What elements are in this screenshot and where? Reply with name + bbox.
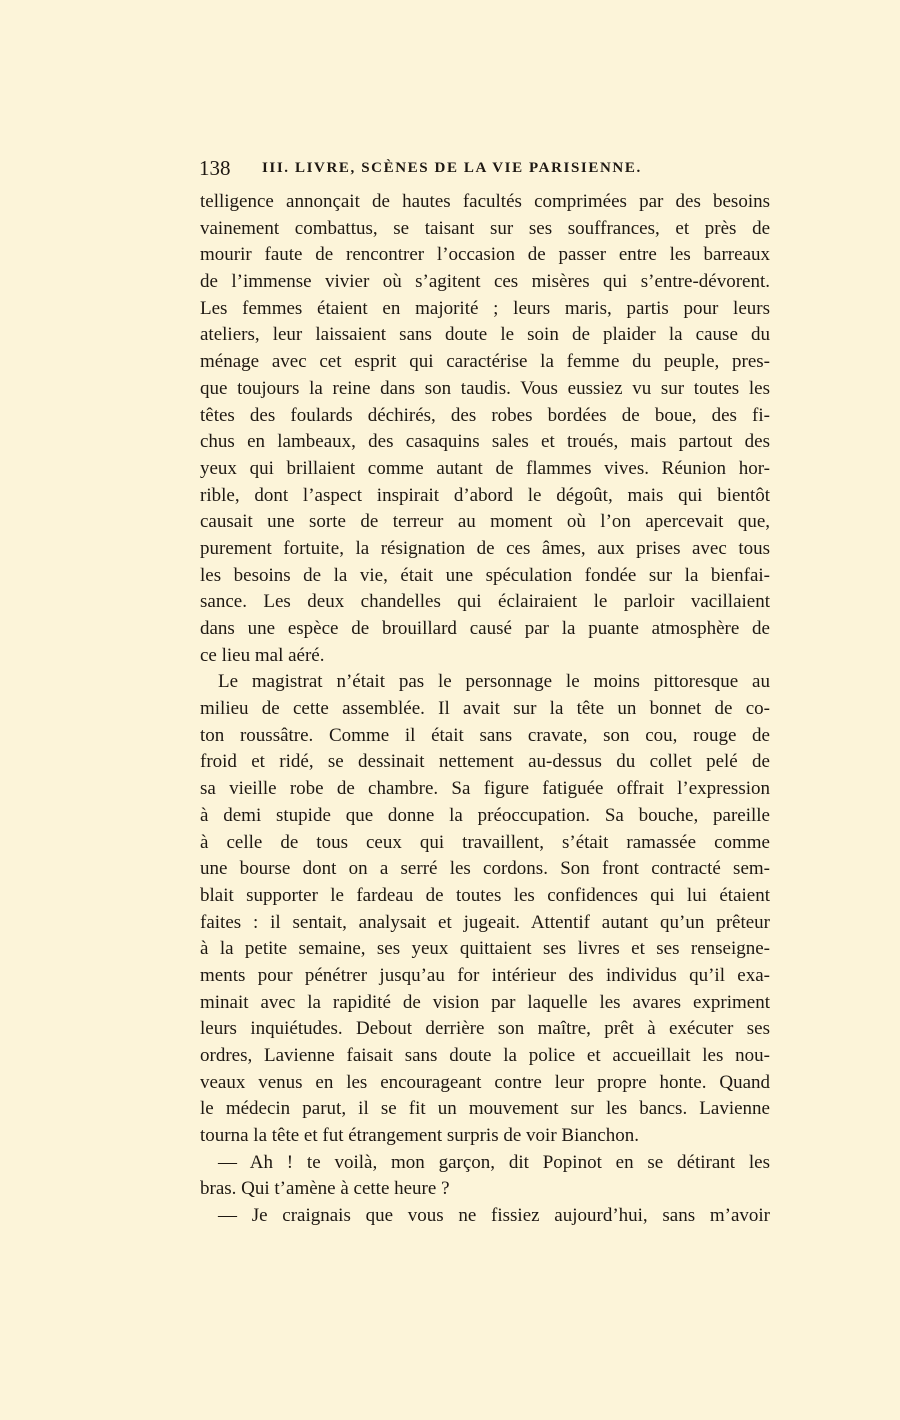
text-line: yeux qui brillaient comme autant de flammes vives. Réunion hor- [200, 457, 770, 479]
text-line: que toujours la reine dans son taudis. Vous eussiez vu sur toutes les [200, 377, 770, 399]
text-line: à la petite semaine, ses yeux quittaient ses livres et ses renseigne- [200, 938, 770, 960]
text-line: ménage avec cet esprit qui caractérise la femme du peuple, pres- [200, 351, 770, 373]
text-line: têtes des foulards déchirés, des robes bordées de boue, des fi- [200, 404, 770, 426]
text-line: sance. Les deux chandelles qui éclairaient le parloir vacillaient [200, 591, 770, 613]
text-line: dans une espèce de brouillard causé par la puante atmosphère de [200, 618, 770, 639]
text-line: les besoins de la vie, était une spéculation fondée sur la bienfai- [200, 564, 770, 586]
text-line: mourir faute de rencontrer l’occasion de passer entre les barreaux [200, 244, 770, 266]
text-line: purement fortuite, la résignation de ces âmes, aux prises avec tous [200, 537, 770, 559]
text-line: rible, dont l’aspect inspirait d’abord le dégoût, mais qui bientôt [200, 484, 770, 506]
text-line: blait supporter le fardeau de toutes les confidences qui lui étaient [200, 884, 770, 906]
text-line: leurs inquiétudes. Debout derrière son maître, prêt à exécuter ses [200, 1018, 770, 1040]
body-text [200, 189, 770, 1230]
text-line: une bourse dont on a serré les cordons. Son front contracté sem- [200, 858, 770, 880]
text-line: à demi stupide que donne la préoccupation. Sa bouche, pareille [200, 804, 770, 826]
text-line: Le magistrat n’était pas le personnage le moins pittoresque au [218, 671, 770, 693]
page-number: 138 [199, 156, 231, 180]
text-line: milieu de cette assemblée. Il avait sur la tête un bonnet de co- [200, 698, 770, 720]
text-line: ateliers, leur laissaient sans doute le soin de plaider la cause du [200, 324, 770, 346]
text-line: ce lieu mal aéré. [200, 644, 325, 666]
text-line: le médecin parut, il se fit un mouvement sur les bancs. Lavienne [200, 1098, 770, 1120]
text-line: à celle de tous ceux qui travaillent, s’était ramassée comme [200, 831, 770, 853]
text-line: causait une sorte de terreur au moment où l’on apercevait que, [200, 511, 770, 533]
text-line: — Ah ! te voilà, mon garçon, dit Popinot en se détirant les [218, 1151, 770, 1173]
text-line: froid et ridé, se dessinait nettement au-dessus du collet pelé de [200, 751, 770, 773]
text-line: telligence annonçait de hautes facultés comprimées par des besoins [200, 191, 770, 212]
text-line: ordres, Lavienne faisait sans doute la police et accueillait les nou- [200, 1045, 770, 1066]
text-line: tourna la tête et fut étrangement surpris de voir Bianchon. [200, 1125, 639, 1147]
text-line: — Je craignais que vous ne fissiez aujourd’hui, sans m’avoir [218, 1205, 770, 1227]
text-line: bras. Qui t’amène à cette heure ? [200, 1178, 450, 1200]
running-head: III. LIVRE, SCÈNES DE LA VIE PARISIENNE. [262, 160, 642, 176]
text-line: ton roussâtre. Comme il était sans cravate, son cou, rouge de [200, 724, 770, 746]
text-line: faites : il sentait, analysait et jugeait. Attentif autant qu’un prêteur [200, 911, 770, 933]
text-line: minait avec la rapidité de vision par laquelle les avares expriment [200, 991, 770, 1013]
text-line: chus en lambeaux, des casaquins sales et troués, mais partout des [200, 431, 770, 453]
text-line: de l’immense vivier où s’agitent ces misères qui s’entre-dévorent. [200, 271, 770, 293]
text-line: ments pour pénétrer jusqu’au for intérieur des individus qu’il exa- [200, 964, 770, 986]
text-line: vainement combattus, se taisant sur ses souffrances, et près de [200, 217, 770, 239]
text-line: sa vieille robe de chambre. Sa figure fatiguée offrait l’expression [200, 778, 770, 800]
text-line: veaux venus en les encourageant contre leur propre honte. Quand [200, 1071, 770, 1093]
text-line: Les femmes étaient en majorité ; leurs maris, partis pour leurs [200, 297, 770, 319]
